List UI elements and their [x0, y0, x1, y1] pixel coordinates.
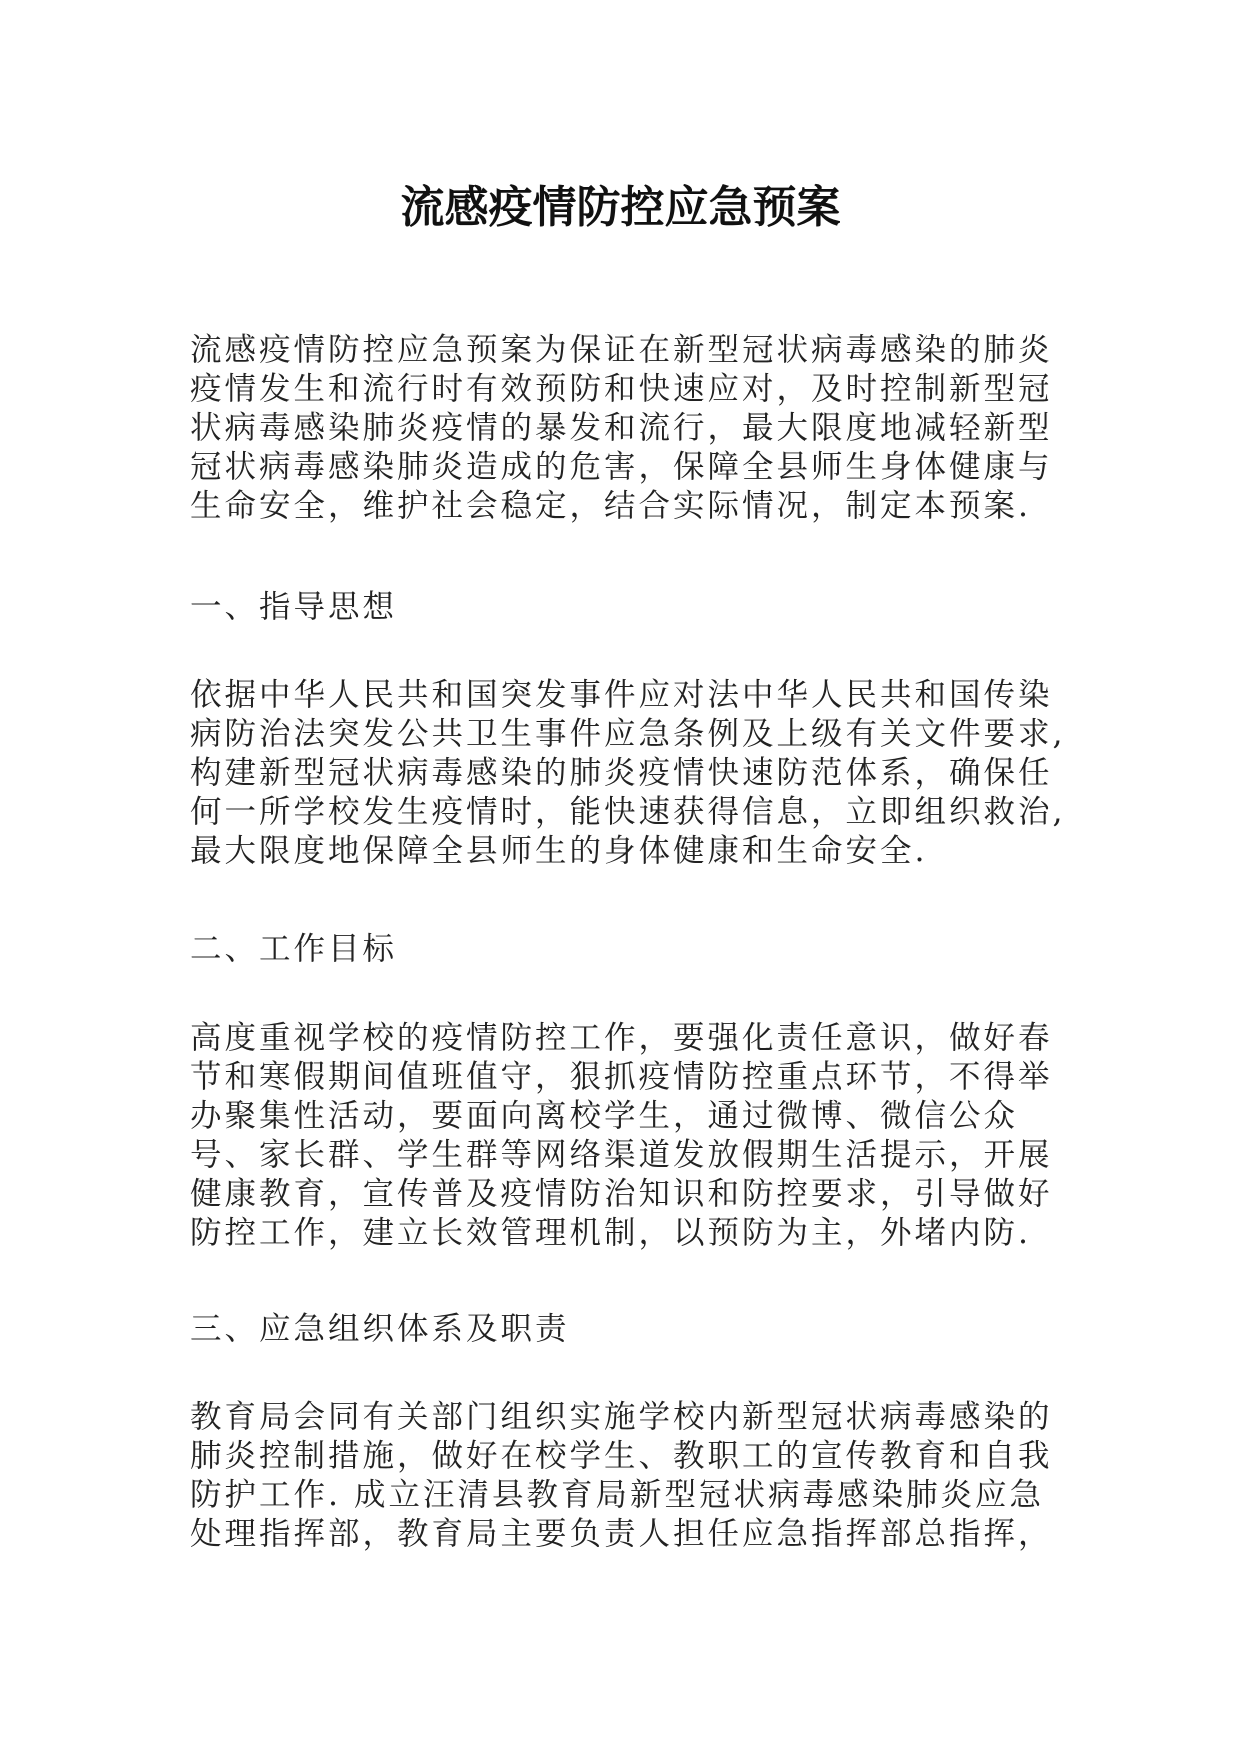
paragraph-line: 冠状病毒感染肺炎造成的危害，保障全县师生身体健康与	[190, 449, 1053, 485]
paragraph-line: 病防治法突发公共卫生事件应急条例及上级有关文件要求,	[190, 716, 1066, 752]
paragraph-line: 教育局会同有关部门组织实施学校内新型冠状病毒感染的	[190, 1399, 1053, 1435]
section-heading-work-goals: 二、工作目标	[190, 931, 398, 967]
section-paragraph-work-goals	[190, 1019, 1053, 1253]
section-heading-guiding-ideology: 一、指导思想	[190, 589, 398, 625]
paragraph-line: 何一所学校发生疫情时，能快速获得信息，立即组织救治,	[190, 794, 1066, 830]
paragraph-line: 构建新型冠状病毒感染的肺炎疫情快速防范体系，确保任	[190, 755, 1053, 791]
intro-paragraph	[190, 331, 1053, 526]
section-heading-emergency-organization: 三、应急组织体系及职责	[190, 1311, 570, 1347]
paragraph-line: 防控工作，建立长效管理机制，以预防为主，外堵内防.	[190, 1215, 1032, 1251]
paragraph-line: 最大限度地保障全县师生的身体健康和生命安全.	[190, 833, 928, 869]
paragraph-line: 防护工作. 成立汪清县教育局新型冠状病毒感染肺炎应急	[190, 1477, 1045, 1513]
section-paragraph-guiding-ideology	[190, 676, 1066, 871]
paragraph-line: 依据中华人民共和国突发事件应对法中华人民共和国传染	[190, 677, 1053, 713]
paragraph-line: 流感疫情防控应急预案为保证在新型冠状病毒感染的肺炎	[190, 332, 1053, 368]
paragraph-line: 疫情发生和流行时有效预防和快速应对，及时控制新型冠	[190, 371, 1053, 407]
paragraph-line: 肺炎控制措施，做好在校学生、教职工的宣传教育和自我	[190, 1438, 1053, 1474]
paragraph-line: 状病毒感染肺炎疫情的暴发和流行，最大限度地减轻新型	[190, 410, 1053, 446]
paragraph-line: 高度重视学校的疫情防控工作，要强化责任意识，做好春	[190, 1020, 1053, 1056]
paragraph-line: 处理指挥部，教育局主要负责人担任应急指挥部总指挥，	[190, 1516, 1053, 1552]
paragraph-line: 办聚集性活动，要面向离校学生，通过微博、微信公众	[190, 1098, 1019, 1134]
section-paragraph-emergency-organization	[190, 1398, 1053, 1554]
paragraph-line: 节和寒假期间值班值守，狠抓疫情防控重点环节，不得举	[190, 1059, 1053, 1095]
document-title: 流感疫情防控应急预案	[400, 182, 841, 233]
paragraph-line: 号、家长群、学生群等网络渠道发放假期生活提示，开展	[190, 1137, 1053, 1173]
paragraph-line: 生命安全，维护社会稳定，结合实际情况，制定本预案.	[190, 488, 1032, 524]
paragraph-line: 健康教育，宣传普及疫情防治知识和防控要求，引导做好	[190, 1176, 1053, 1212]
